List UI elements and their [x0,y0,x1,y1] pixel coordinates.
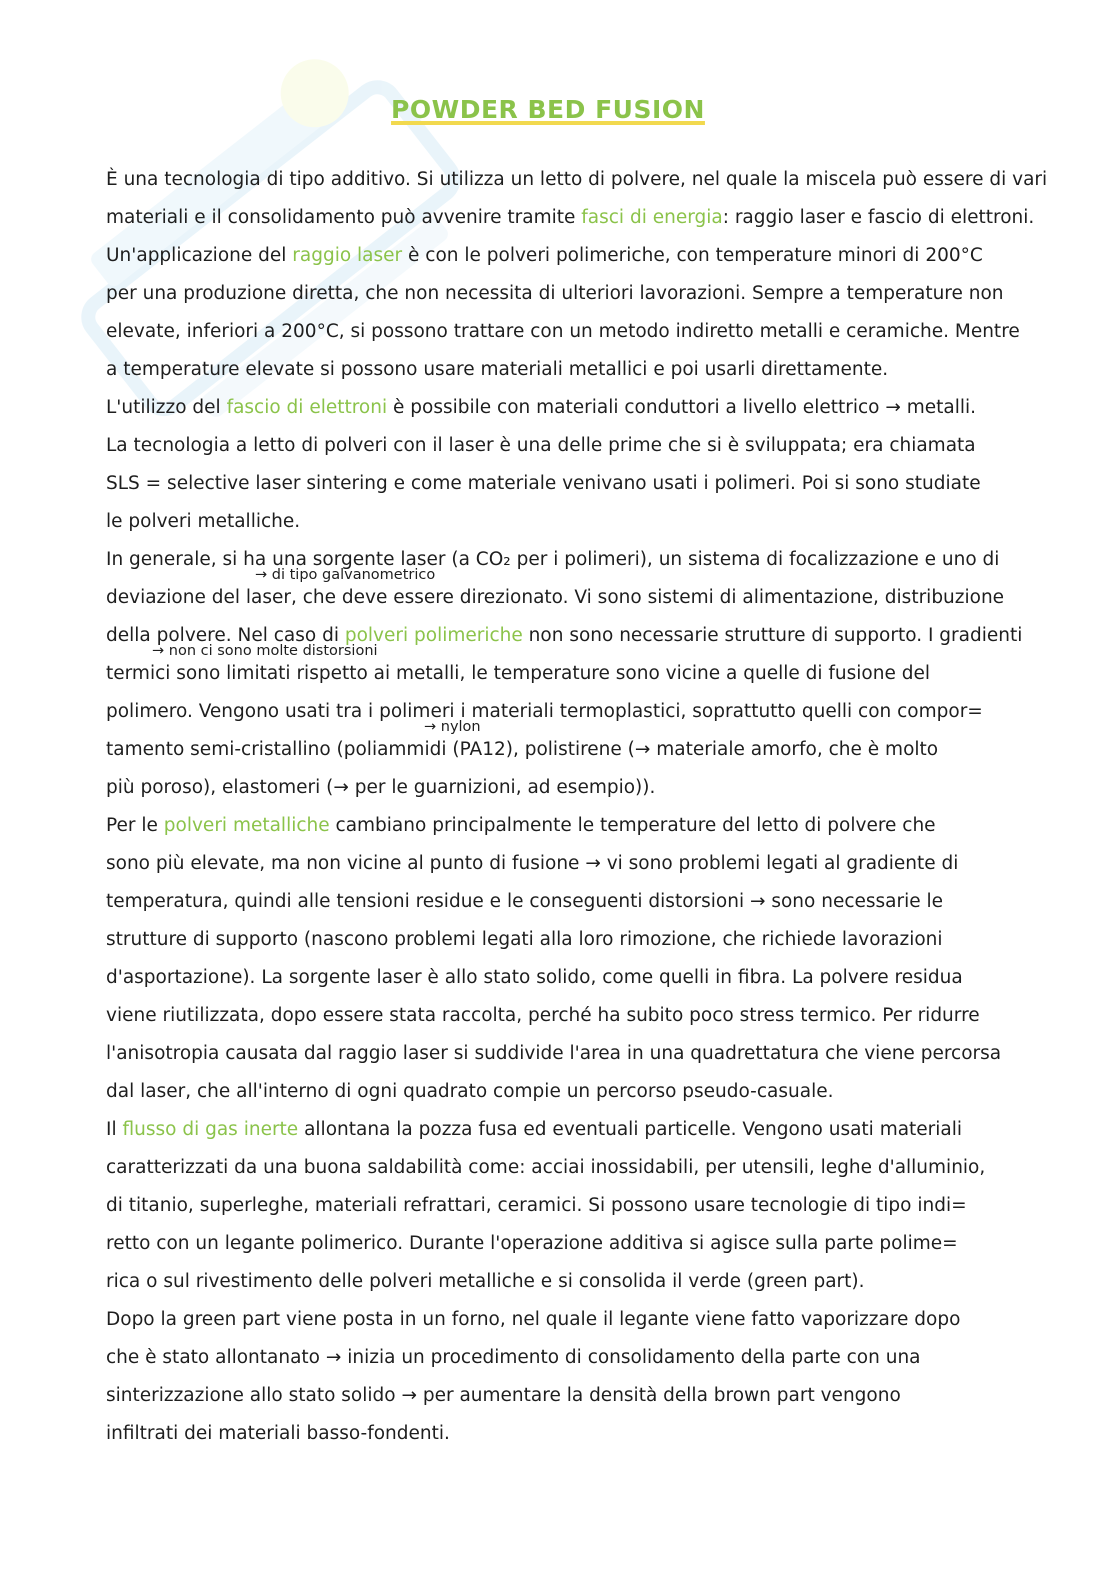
text-segment: non sono necessarie strutture di supporto. I gradienti [522,625,1023,646]
text-line [106,773,1066,803]
text-line [106,849,1066,879]
text-line [106,1419,1066,1449]
text-line [106,507,1066,537]
text-segment: Per le [106,815,164,836]
text-line [106,279,1066,309]
text-line [106,431,1066,461]
text-line [106,811,1066,841]
highlighted-term: fascio di elettroni [226,397,388,418]
text-line [106,1039,1066,1069]
text-line [106,963,1066,993]
text-segment: retto con un legante polimerico. Durante l'operazione additiva si agisce sulla parte polime= [106,1233,958,1254]
text-line [106,1305,1066,1335]
text-segment: più poroso), elastomeri (→ per le guarnizioni, ad esempio)). [106,777,656,798]
text-segment: rica o sul rivestimento delle polveri metalliche e si consolida il verde (green part). [106,1271,865,1292]
text-segment: : raggio laser e fascio di elettroni. [722,207,1035,228]
text-line [106,659,1066,689]
text-segment: Dopo la green part viene posta in un forno, nel quale il legante viene fatto vaporizzare dopo [106,1309,961,1330]
text-segment: dal laser, che all'interno di ogni quadrato compie un percorso pseudo-casuale. [106,1081,834,1102]
text-segment: tamento semi-cristallino (poliammidi (PA12), polistirene (→ materiale amorfo, che è molto [106,739,939,760]
text-segment: polimero. Vengono usati tra i polimeri i materiali termoplastici, soprattutto quelli con compor= [106,701,983,722]
text-segment: cambiano principalmente le temperature del letto di polvere che [329,815,936,836]
text-segment: allontana la pozza fusa ed eventuali particelle. Vengono usati materiali [298,1119,963,1140]
text-line [106,203,1066,233]
text-line [106,697,1066,727]
handwritten-annotation: → non ci sono molte distorsioni [152,643,378,659]
text-segment: È una tecnologia di tipo additivo. Si utilizza un letto di polvere, nel quale la miscela può essere di vari [106,169,1048,190]
text-line [106,1115,1066,1145]
text-line [106,1229,1066,1259]
text-segment: è possibile con materiali conduttori a livello elettrico → metalli. [387,397,977,418]
text-segment: sinterizzazione allo stato solido → per aumentare la densità della brown part vengono [106,1385,901,1406]
page-title: POWDER BED FUSION [391,95,705,124]
text-segment: caratterizzati da una buona saldabilità come: acciai inossidabili, per utensili, leghe d'alluminio, [106,1157,986,1178]
text-line [106,1153,1066,1183]
text-segment: è con le polveri polimeriche, con temperature minori di 200°C [402,245,983,266]
text-segment: In generale, si ha una sorgente laser (a CO₂ per i polimeri), un sistema di focalizzazione e uno di [106,549,1000,570]
text-segment: termici sono limitati rispetto ai metalli, le temperature sono vicine a quelle di fusione del [106,663,930,684]
handwritten-annotation: → di tipo galvanometrico [255,567,436,583]
text-line [106,1077,1066,1107]
text-segment: di titanio, superleghe, materiali refrattari, ceramici. Si possono usare tecnologie di tipo indi= [106,1195,967,1216]
text-line [106,165,1066,195]
text-segment: viene riutilizzata, dopo essere stata raccolta, perché ha subito poco stress termico. Per ridurre [106,1005,980,1026]
text-line [106,1001,1066,1031]
text-segment: a temperature elevate si possono usare materiali metallici e poi usarli direttamente. [106,359,889,380]
text-segment: infiltrati dei materiali basso-fondenti. [106,1423,450,1444]
text-line [106,583,1066,613]
text-segment: L'utilizzo del [106,397,227,418]
text-line [106,735,1066,765]
text-line [106,545,1066,575]
text-segment: Il [106,1119,123,1140]
text-line [106,469,1066,499]
text-segment: SLS = selective laser sintering e come materiale venivano usati i polimeri. Poi si sono studiate [106,473,981,494]
text-segment: temperatura, quindi alle tensioni residue e le conseguenti distorsioni → sono necessarie le [106,891,944,912]
highlighted-term: fasci di energia [581,207,723,228]
text-segment: strutture di supporto (nascono problemi legati alla loro rimozione, che richiede lavorazioni [106,929,943,950]
text-segment: le polveri metalliche. [106,511,301,532]
text-segment: della polvere. Nel caso di [106,625,345,646]
text-segment: deviazione del laser, che deve essere direzionato. Vi sono sistemi di alimentazione, distribuzione [106,587,1005,608]
text-segment: Un'applicazione del [106,245,293,266]
text-line [106,1381,1066,1411]
text-line [106,317,1066,347]
text-line [106,887,1066,917]
text-segment: per una produzione diretta, che non necessita di ulteriori lavorazioni. Sempre a temperature non [106,283,1004,304]
highlighted-term: raggio laser [292,245,403,266]
text-segment: materiali e il consolidamento può avvenire tramite [106,207,582,228]
text-line [106,1191,1066,1221]
highlighted-term: flusso di gas inerte [122,1119,299,1140]
text-line [106,1267,1066,1297]
highlighted-term: polveri metalliche [163,815,330,836]
text-segment: elevate, inferiori a 200°C, si possono trattare con un metodo indiretto metalli e ceramiche. Mentre [106,321,1020,342]
text-line [106,925,1066,955]
text-segment: d'asportazione). La sorgente laser è allo stato solido, come quelli in fibra. La polvere residua [106,967,963,988]
text-segment: che è stato allontanato → inizia un procedimento di consolidamento della parte con una [106,1347,921,1368]
text-line [106,393,1066,423]
text-line [106,355,1066,385]
text-line [106,1343,1066,1373]
text-segment: sono più elevate, ma non vicine al punto di fusione → vi sono problemi legati al gradiente di [106,853,959,874]
text-segment: La tecnologia a letto di polveri con il laser è una delle prime che si è sviluppata; era chiamata [106,435,976,456]
highlighted-term: polveri polimeriche [344,625,523,646]
handwritten-annotation: → nylon [424,719,481,735]
text-line [106,241,1066,271]
text-segment: l'anisotropia causata dal raggio laser si suddivide l'area in una quadrettatura che viene percorsa [106,1043,1002,1064]
